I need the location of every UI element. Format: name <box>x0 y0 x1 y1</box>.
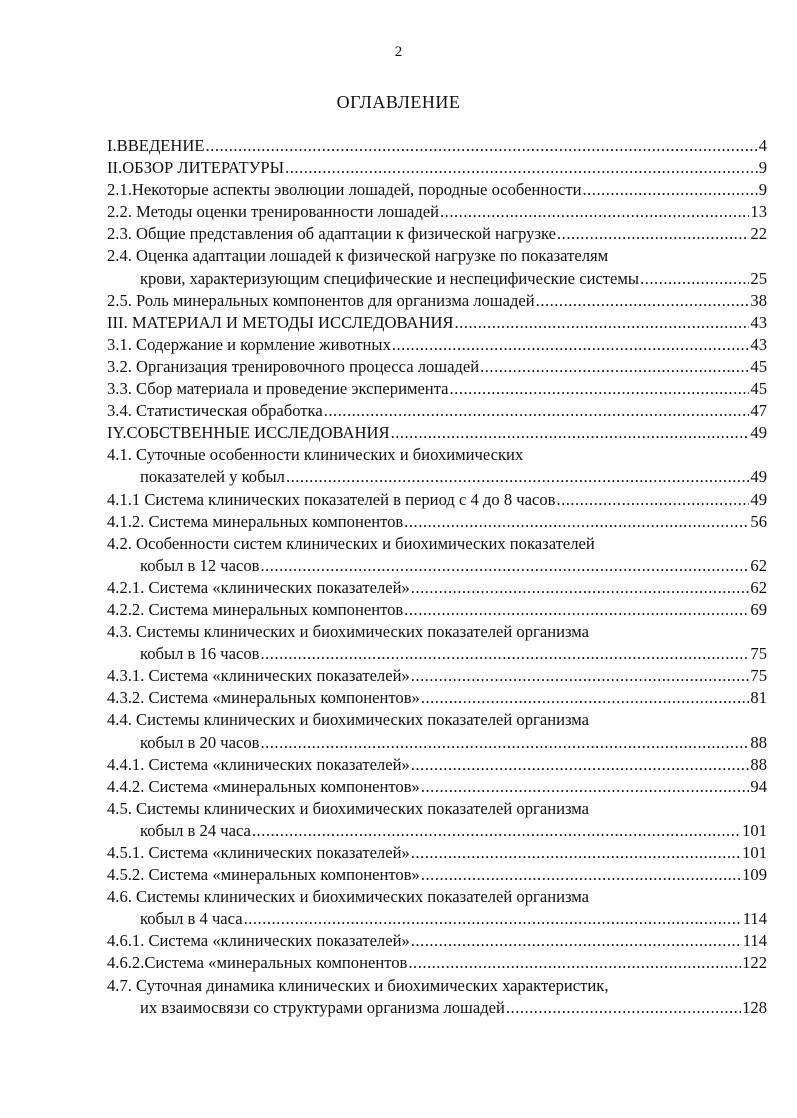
toc-entry-line <box>107 179 767 201</box>
toc-leader-dots <box>536 290 750 312</box>
toc-entry-text: кобыл в 12 часов <box>140 555 260 575</box>
toc-page-number: 22 <box>750 224 767 244</box>
toc-entry-text: 4.3. Системы клинических и биохимических показателей организма <box>107 622 590 642</box>
toc-entry-text: 4.5.2. Система «минеральных компонентов» <box>107 865 420 885</box>
toc-page-number: 75 <box>750 666 767 686</box>
toc-page-number: 56 <box>750 511 767 531</box>
toc-entry-line <box>107 621 767 643</box>
toc-entry <box>107 709 767 753</box>
toc-entry-line <box>107 908 767 930</box>
toc-entry-text: II.ОБЗОР ЛИТЕРАТУРЫ <box>107 158 285 178</box>
toc-entry <box>107 533 767 577</box>
toc-entry-line <box>107 864 767 886</box>
page-number: 2 <box>394 44 403 60</box>
toc-entry-text: 4.5.1. Система «клинических показателей» <box>107 843 410 862</box>
toc-entry-line <box>107 599 767 621</box>
toc-entry-line <box>107 577 767 599</box>
toc-leader-dots <box>421 864 741 886</box>
toc-entry-line <box>107 400 767 422</box>
toc-page-number: 13 <box>750 202 767 222</box>
toc-entry <box>107 422 767 444</box>
toc-leader-dots <box>421 776 750 798</box>
toc-entry-text: 4.6.2.Система «минеральных компонентов <box>107 953 408 973</box>
toc-entry-line <box>107 665 767 687</box>
toc-entry-line <box>107 798 767 820</box>
toc-leader-dots <box>411 930 742 952</box>
toc-page-number: 94 <box>750 776 767 796</box>
toc-entry-line <box>107 466 767 488</box>
toc-entry-line <box>107 709 767 731</box>
toc-leader-dots <box>440 201 749 223</box>
toc-entry-line <box>107 754 767 776</box>
toc-entry-text: 4.7. Суточная динамика клинических и биохимических характеристик, <box>107 975 609 995</box>
toc-entry <box>107 842 767 864</box>
toc-entry-line <box>107 820 767 842</box>
toc-entry-line <box>107 444 767 466</box>
toc-entry-text: кобыл в 4 часа <box>140 909 243 929</box>
toc-page-number: 4 <box>758 136 767 155</box>
toc-entry-text: кобыл в 24 часа <box>140 820 251 840</box>
toc-entry-text: 3.4. Статистическая обработка <box>107 401 323 421</box>
toc-entry-text: 4.4. Системы клинических и биохимических показателей организма <box>107 710 590 730</box>
toc-entry-line <box>107 643 767 665</box>
toc-leader-dots <box>557 223 749 245</box>
toc-entry-text: 4.1.1 Система клинических показателей в период с 4 до 8 часов <box>107 489 556 509</box>
toc-leader-dots <box>411 577 750 599</box>
toc-leader-dots <box>450 378 750 400</box>
toc-entry <box>107 577 767 599</box>
toc-entry-line <box>107 997 767 1019</box>
toc-leader-dots <box>260 643 749 665</box>
toc-leader-dots <box>260 732 749 754</box>
toc-leader-dots <box>408 952 741 974</box>
table-of-contents <box>107 135 767 1019</box>
toc-entry <box>107 135 767 157</box>
toc-entry <box>107 334 767 356</box>
toc-leader-dots <box>252 820 741 842</box>
toc-page-number: 101 <box>742 820 767 840</box>
toc-entry <box>107 511 767 533</box>
toc-entry-line <box>107 511 767 533</box>
toc-entry-text: 2.4. Оценка адаптации лошадей к физической нагрузке по показателям <box>107 246 609 266</box>
toc-entry <box>107 356 767 378</box>
toc-entry-line <box>107 268 767 290</box>
toc-entry-line <box>107 422 767 444</box>
toc-entry <box>107 975 767 1019</box>
toc-leader-dots <box>455 312 750 334</box>
toc-entry <box>107 312 767 334</box>
toc-entry <box>107 489 767 511</box>
toc-entry-text: 4.4.1. Система «клинических показателей» <box>107 754 410 774</box>
toc-leader-dots <box>506 997 741 1019</box>
toc-entry <box>107 798 767 842</box>
toc-entry-text: 4.5. Системы клинических и биохимических показателей организма <box>107 798 590 818</box>
toc-entry <box>107 444 767 488</box>
toc-page-number: 114 <box>742 909 767 929</box>
toc-entry-text: 4.2.2. Система минеральных компонентов <box>107 599 404 619</box>
toc-leader-dots <box>206 135 758 157</box>
toc-page-number: 62 <box>750 577 767 597</box>
toc-page-number: 38 <box>750 290 767 310</box>
toc-entry-line <box>107 842 767 864</box>
toc-leader-dots <box>392 334 750 356</box>
toc-entry-text: 4.6. Системы клинических и биохимических показателей организма <box>107 887 590 907</box>
toc-entry-text: III. МАТЕРИАЛ И МЕТОДЫ ИССЛЕДОВАНИЯ <box>107 312 454 332</box>
toc-entry-text: 2.1.Некоторые аспекты эволюции лошадей, породные особенности <box>107 180 582 200</box>
toc-page-number: 81 <box>750 688 767 708</box>
toc-page-number: 43 <box>750 312 767 332</box>
toc-page-number: 49 <box>750 423 767 443</box>
toc-entry <box>107 776 767 798</box>
toc-leader-dots <box>285 157 758 179</box>
toc-entry <box>107 754 767 776</box>
toc-entry <box>107 245 767 289</box>
toc-page-number: 45 <box>750 379 767 399</box>
toc-page-number: 49 <box>750 489 767 509</box>
toc-page-number: 25 <box>750 268 767 288</box>
toc-entry <box>107 665 767 687</box>
toc-entry-line <box>107 489 767 511</box>
toc-entry-text: 4.3.2. Система «минеральных компонентов» <box>107 688 420 708</box>
toc-entry-text: кобыл в 20 часов <box>140 732 260 752</box>
toc-leader-dots <box>244 908 742 930</box>
toc-entry-line <box>107 952 767 974</box>
toc-page-number: 122 <box>742 953 767 973</box>
toc-entry-text: 3.3. Сбор материала и проведение эксперимента <box>107 379 449 399</box>
toc-entry-line <box>107 135 767 157</box>
toc-entry-line <box>107 157 767 179</box>
toc-leader-dots <box>391 422 750 444</box>
toc-page-number: 62 <box>750 555 767 575</box>
toc-entry-line <box>107 533 767 555</box>
toc-entry-text: показателей у кобыл <box>140 467 285 487</box>
toc-entry <box>107 378 767 400</box>
toc-entry-text: 2.2. Методы оценки тренированности лошадей <box>107 202 440 222</box>
toc-entry-line <box>107 930 767 952</box>
toc-entry <box>107 952 767 974</box>
toc-page-number: 9 <box>758 180 767 200</box>
toc-entry-text: 3.2. Организация тренировочного процесса лошадей <box>107 356 480 376</box>
toc-entry-line <box>107 886 767 908</box>
toc-entry <box>107 864 767 886</box>
toc-leader-dots <box>640 268 749 290</box>
toc-entry-text: кобыл в 16 часов <box>140 644 260 664</box>
toc-entry-line <box>107 378 767 400</box>
toc-title: ОГЛАВЛЕНИЕ <box>336 92 461 112</box>
toc-entry-text: 4.1.2. Система минеральных компонентов <box>107 511 404 531</box>
toc-page-number: 45 <box>750 356 767 376</box>
toc-leader-dots <box>411 754 750 776</box>
toc-leader-dots <box>411 665 750 687</box>
toc-entry-line <box>107 975 767 997</box>
toc-leader-dots <box>324 400 750 422</box>
toc-page-number: 109 <box>742 865 767 885</box>
toc-page-number: 75 <box>750 644 767 664</box>
toc-entry <box>107 400 767 422</box>
toc-page-number: 9 <box>758 158 767 178</box>
toc-entry-text: 4.3.1. Система «клинических показателей» <box>107 666 410 686</box>
toc-page-number: 43 <box>750 334 767 354</box>
toc-entry <box>107 179 767 201</box>
toc-page-number: 88 <box>750 732 767 752</box>
toc-entry <box>107 886 767 930</box>
toc-entry-line <box>107 201 767 223</box>
toc-entry-text: 4.2.1. Система «клинических показателей» <box>107 577 410 597</box>
toc-entry-line <box>107 555 767 577</box>
toc-page-number: 128 <box>742 997 767 1017</box>
toc-leader-dots <box>404 599 749 621</box>
toc-entry <box>107 930 767 952</box>
toc-entry-text: 4.4.2. Система «минеральных компонентов» <box>107 776 420 796</box>
toc-entry-text: IY.СОБСТВЕННЫЕ ИССЛЕДОВАНИЯ <box>107 423 390 443</box>
toc-leader-dots <box>556 489 749 511</box>
toc-entry-text: 3.1. Содержание и кормление животных <box>107 334 391 354</box>
toc-entry-text: крови, характеризующим специфические и неспецифические системы <box>140 268 640 288</box>
toc-entry-line <box>107 312 767 334</box>
toc-page-number: 49 <box>750 467 767 487</box>
toc-page-number: 69 <box>750 599 767 619</box>
toc-entry-line <box>107 290 767 312</box>
toc-page-number: 101 <box>742 843 767 862</box>
toc-entry-text: 4.2. Особенности систем клинических и биохимических показателей <box>107 533 595 553</box>
toc-page-number: 114 <box>742 931 767 951</box>
toc-entry-line <box>107 732 767 754</box>
toc-entry <box>107 223 767 245</box>
toc-entry <box>107 687 767 709</box>
toc-entry-line <box>107 223 767 245</box>
toc-leader-dots <box>260 555 749 577</box>
toc-entry-text: I.ВВЕДЕНИЕ <box>107 136 205 155</box>
toc-leader-dots <box>404 511 749 533</box>
toc-entry <box>107 290 767 312</box>
toc-entry-text: 2.5. Роль минеральных компонентов для организма лошадей <box>107 290 535 310</box>
toc-entry-text: 4.1. Суточные особенности клинических и биохимических <box>107 445 524 465</box>
toc-page-number: 88 <box>750 754 767 774</box>
toc-leader-dots <box>421 687 750 709</box>
toc-entry <box>107 621 767 665</box>
toc-leader-dots <box>480 356 749 378</box>
toc-leader-dots <box>411 842 741 864</box>
toc-entry-text: их взаимосвязи со структурами организма лошадей <box>140 997 505 1017</box>
toc-entry-line <box>107 776 767 798</box>
toc-entry-line <box>107 334 767 356</box>
toc-entry-line <box>107 687 767 709</box>
toc-entry-text: 4.6.1. Система «клинических показателей» <box>107 931 410 951</box>
toc-leader-dots <box>583 179 758 201</box>
toc-entry <box>107 599 767 621</box>
toc-entry <box>107 157 767 179</box>
toc-entry-text: 2.3. Общие представления об адаптации к физической нагрузке <box>107 224 557 244</box>
toc-entry <box>107 201 767 223</box>
toc-leader-dots <box>286 466 749 488</box>
toc-entry-line <box>107 356 767 378</box>
toc-entry-line <box>107 245 767 267</box>
toc-page-number: 47 <box>750 401 767 421</box>
